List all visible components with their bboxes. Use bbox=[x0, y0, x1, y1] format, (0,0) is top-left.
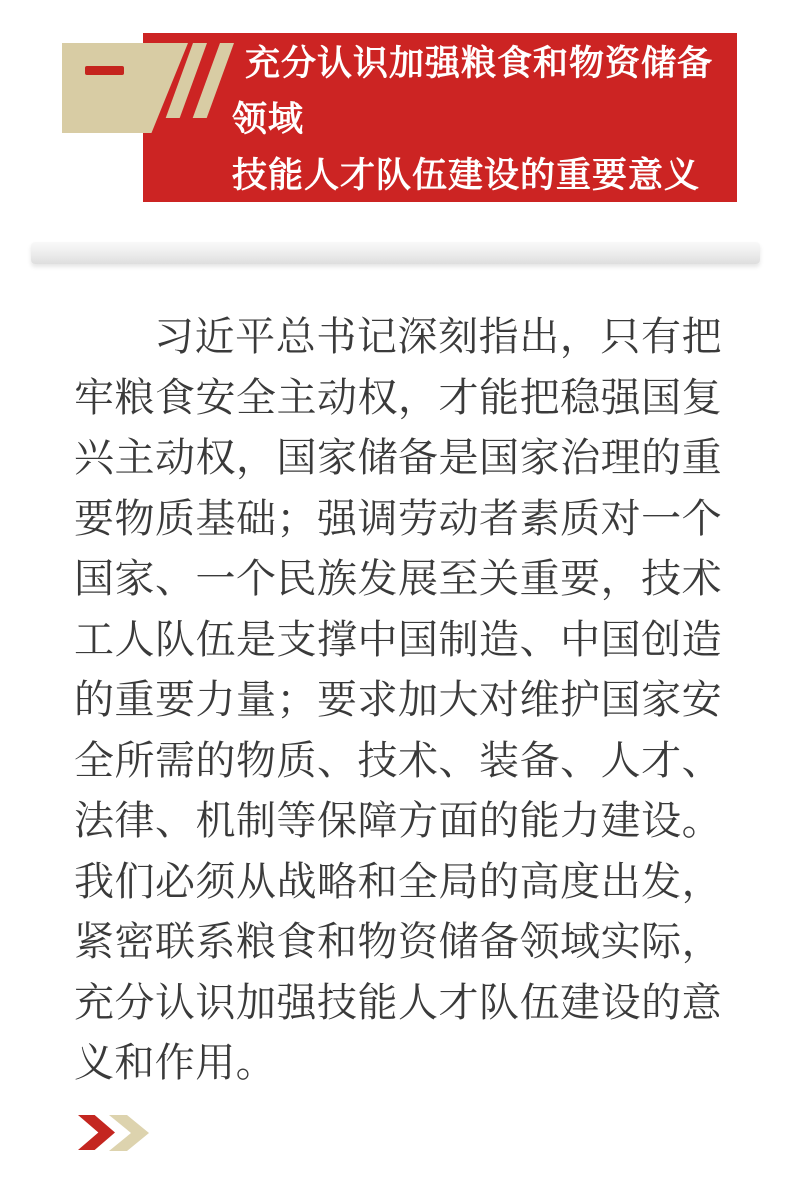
divider-bar bbox=[31, 242, 760, 264]
dash-icon bbox=[85, 66, 124, 75]
section-title-line: 技能人才队伍建设的重要意义 bbox=[232, 156, 701, 195]
article-paragraph: 习近平总书记深刻指出，只有把牢粮食安全主动权，才能把稳强国复兴主动权，国家储备是国家治理的重要物质基础；强调劳动者素质对一个国家、一个民族发展至关重要，技术工人队伍是支撑中国制造、中国创造的重要力量；要求加大对维护国家安全所需的物质、技术、装备、人才、法律、机制等保障方面的能力建设。我们必须从战略和全局的高度出发，紧密联系粮食和物资储备领域实际，充分认识加强技能人才队伍建设的意义和作用。 bbox=[74, 315, 722, 1085]
chevron-right-icon bbox=[78, 1115, 115, 1150]
section-title-line: 领域 bbox=[232, 100, 305, 139]
section-banner bbox=[143, 33, 737, 202]
section-title bbox=[232, 36, 729, 204]
more-indicator bbox=[78, 1115, 158, 1153]
section-title-line: 充分认识加强粮食和物资储备 bbox=[245, 44, 714, 83]
chevron-right-icon bbox=[109, 1115, 149, 1151]
